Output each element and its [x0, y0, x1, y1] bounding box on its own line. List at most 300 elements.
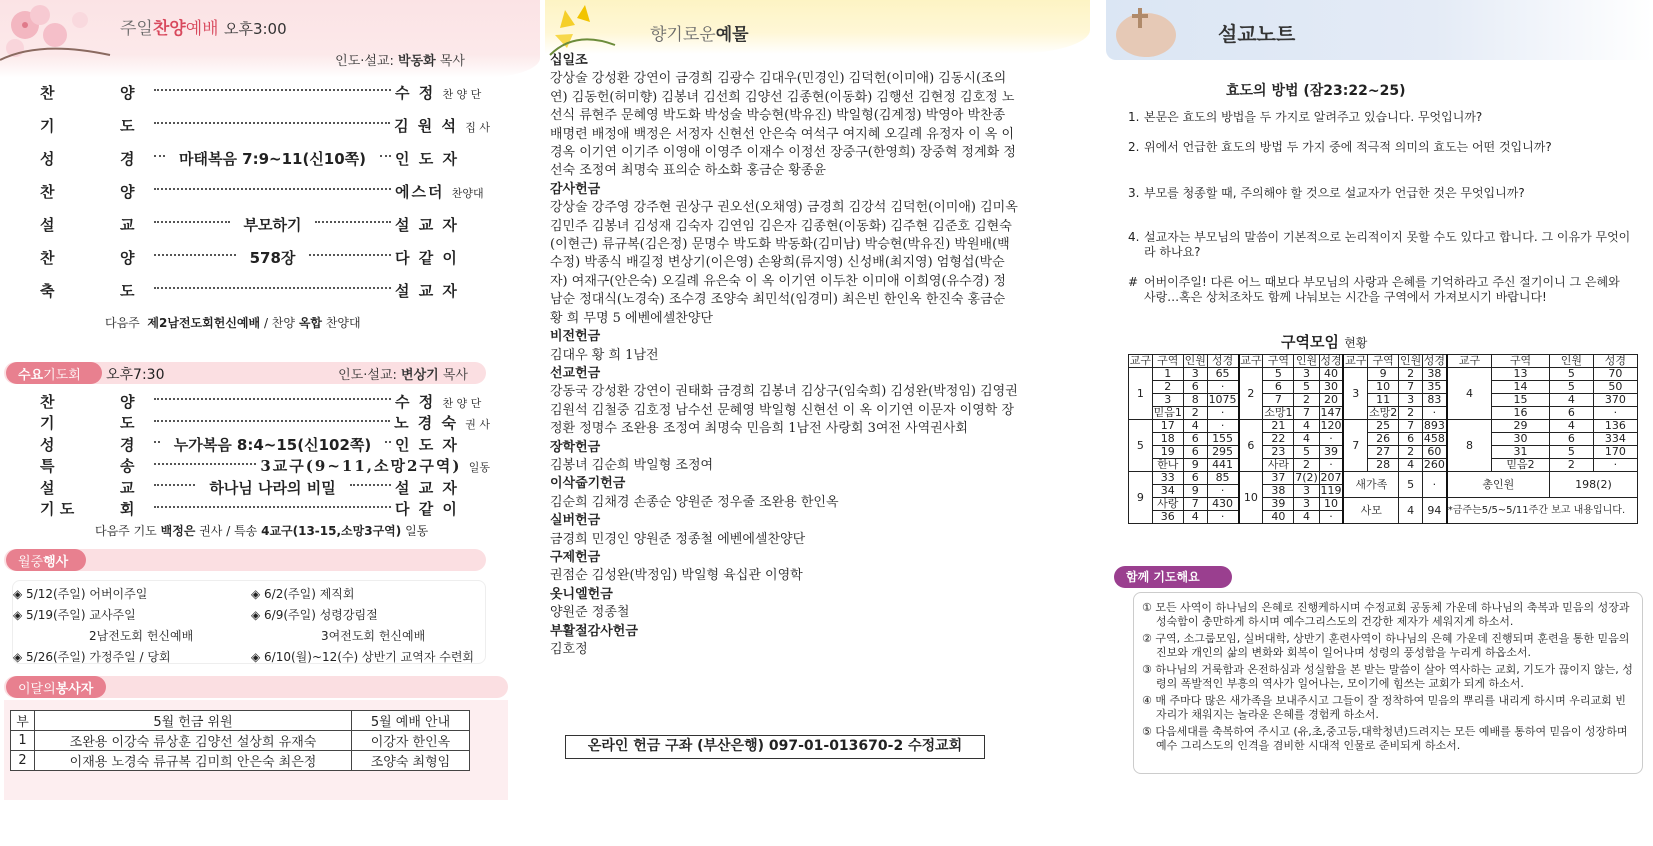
table-cell: 5 — [1549, 446, 1593, 459]
table-cell: 믿음2 — [1492, 459, 1550, 472]
offering-panel — [545, 0, 1090, 846]
table-cell: 207 — [1320, 471, 1342, 484]
order-row — [40, 179, 490, 203]
table-cell: 17 — [1152, 420, 1183, 433]
table-cell: 441 — [1207, 459, 1238, 472]
prayer-tag: 함께 기도해요 — [1114, 566, 1232, 588]
table-cell: 새가족 — [1343, 472, 1398, 498]
table-cell: 370 — [1593, 394, 1637, 407]
sunday-title: 주일찬양예배 오후3:00 — [120, 19, 287, 39]
table-cell: 2 — [1294, 459, 1319, 472]
bank-account: 온라인 헌금 구좌 (부산은행) 097-01-013670-2 수정교회 — [565, 735, 985, 759]
order-detail: 하나님 나라의 비밀 — [199, 477, 345, 498]
leader-dots — [380, 155, 391, 157]
table-cell: 2 — [1399, 446, 1423, 459]
table-cell: · — [1319, 433, 1343, 446]
order-row — [40, 278, 490, 302]
table-cell: 4 — [1294, 433, 1319, 446]
order-detail: 부모하기 — [234, 214, 312, 235]
table-cell: · — [1422, 407, 1446, 420]
table-cell: 65 — [1207, 368, 1238, 381]
table-cell: 인원 — [1399, 354, 1422, 367]
table-row — [1129, 420, 1638, 433]
table-cell: 22 — [1263, 433, 1294, 446]
table-cell: 9 — [1183, 459, 1207, 472]
order-detail: 마태복음 7:9~11(신10쪽) — [169, 148, 376, 169]
table-cell: 29 — [1492, 420, 1550, 433]
table-cell: 7 — [1294, 407, 1319, 420]
table-cell: 295 — [1207, 446, 1238, 459]
table-header-row — [1129, 355, 1638, 368]
table-cell: 조양숙 최형임 — [352, 751, 470, 771]
table-cell: 2 — [1549, 459, 1593, 472]
event-item: ◈ 5/19(주일) 교사주일 — [13, 608, 136, 622]
offering-names: 양원준 정종철 — [550, 605, 630, 621]
order-person: 설 교 자 — [395, 478, 459, 497]
table-cell: 4 — [1549, 394, 1593, 407]
order-part: 양 — [120, 182, 135, 201]
table-cell: 30 — [1319, 381, 1343, 394]
table-cell: · — [1207, 420, 1238, 433]
offering-section-title: 실버헌금 — [550, 513, 601, 529]
table-cell: 893 — [1423, 419, 1445, 432]
table-cell: 3 — [1294, 368, 1319, 381]
table-cell: 성경 — [1593, 355, 1637, 368]
table-cell: 21 — [1263, 420, 1294, 433]
table-cell: 40 — [1319, 368, 1343, 381]
table-cell: 2 — [1152, 381, 1183, 394]
order-part: 경 — [120, 435, 135, 454]
table-cell: 5 — [1294, 381, 1319, 394]
order-person: 3교구(9~11,소망2구역) 일동 — [260, 457, 490, 475]
table-cell: · — [1207, 407, 1238, 420]
table-cell: · — [1207, 511, 1238, 524]
wednesday-leader: 인도·설교: 변상기 목사 — [338, 368, 468, 383]
leader-dots — [350, 484, 391, 486]
order-part: 축 — [40, 281, 55, 300]
order-person: 수 정 찬 양 단 — [395, 83, 482, 102]
offering-names: 강상술 강성환 강연이 금경희 김광수 김대우(민경인) 김덕헌(이미애) 김동시(조의연) 김동헌(허미향) 김봉녀 김선희 김양선 김종현(이동화) 김행선 김현정 김호정 노선식 류현주 문혜영 박도화 박성술 박승현(박유진) 박일형(김계정) 박영아 박찬종 배명련 배정애 백정은 서정자 신현선 안은숙 여석구 여지혜 오길례 유정자 이 옥 이경옥 이기연 이기주 이영애 이영주 이재수 이정선 장중구(한영희) 장중혁 정계화 정선숙 조정여 최명숙 표의순 하소화 홍금순 황종윤 — [550, 71, 1016, 179]
table-cell: 한나 — [1152, 459, 1183, 472]
table-cell: 33 — [1152, 472, 1183, 485]
order-person: 에스더 찬양대 — [395, 182, 484, 201]
leader-dots — [154, 506, 391, 508]
table-cell: 10 — [1319, 498, 1343, 511]
table-cell: 35 — [1422, 381, 1446, 394]
table-cell: 13 — [1492, 368, 1550, 381]
event-item: 3여전도회 헌신예배 — [321, 629, 426, 643]
table-cell: 9 — [1129, 472, 1153, 524]
leader-dots — [154, 155, 165, 157]
order-person: 인 도 자 — [395, 149, 459, 168]
table-header: 5월 헌금 위원 — [35, 711, 352, 731]
table-cell: 40 — [1263, 511, 1294, 524]
table-cell: 4 — [1447, 368, 1492, 420]
table-cell: 2 — [1399, 368, 1423, 381]
table-cell: 39 — [1263, 498, 1294, 511]
order-part: 설 — [40, 478, 55, 497]
table-cell: 교구 — [1345, 354, 1367, 367]
event-item: ◈ 5/12(주일) 어버이주일 — [13, 587, 148, 601]
sermon-question: 1. 본문은 효도의 방법을 두 가지로 알려주고 있습니다. 무엇입니까? — [1128, 110, 1483, 124]
table-cell: 조완용 이강숙 류상훈 김양선 설상희 유재숙 — [35, 731, 352, 751]
table-cell: 2 — [1399, 407, 1423, 420]
table-cell: 6 — [1183, 446, 1207, 459]
table-cell: *금주는5/5~5/11주간 보고 내용입니다. — [1447, 498, 1638, 524]
table-cell: 7 — [1399, 420, 1423, 433]
table-cell: 5 — [1549, 368, 1593, 381]
table-cell: 10 — [1368, 381, 1399, 394]
table-cell: 8 — [1447, 420, 1492, 472]
table-cell: 7 — [1399, 381, 1423, 394]
table-cell: 6 — [1183, 433, 1207, 446]
table-cell: 7 — [1343, 420, 1367, 472]
groups-title: 구역모임 현황 — [1281, 333, 1368, 351]
order-part: 성 — [40, 149, 55, 168]
table-cell: 인원 — [1295, 354, 1318, 367]
table-cell: 5 — [1549, 381, 1593, 394]
table-cell: 5 — [1399, 472, 1423, 498]
table-cell: 3 — [1343, 368, 1367, 420]
order-detail: 누가복음 8:4~15(신102쪽) — [164, 434, 382, 455]
table-cell: 11 — [1368, 394, 1399, 407]
order-row — [40, 245, 490, 269]
offering-names: 금경희 민경인 양원준 정종철 에벤에셀찬양단 — [550, 531, 806, 547]
table-cell: 15 — [1492, 394, 1550, 407]
table-cell: 6 — [1239, 420, 1263, 472]
table-cell: · — [1207, 381, 1238, 394]
prayer-item: ② 구역, 소그룹모임, 실버대학, 상반기 훈련사역이 하나님의 은혜 가운데 진행되며 훈련을 통한 믿음의 진보와 개인의 삶의 변화와 회복이 일어나며 성령의 풍성함을 누리게 하옵소서. — [1142, 632, 1630, 659]
praying-hands-icon — [1106, 0, 1196, 60]
table-cell: 19 — [1152, 446, 1183, 459]
prayer-item: ③ 하나님의 거룩함과 온전하심과 성실함을 본 받는 말씀이 살아 역사하는 교회, 기도가 끊이지 않는, 성령의 폭발적인 부흥의 역사가 일어나는, 모이기에 힘쓰는 교회가 되게 하소서. — [1142, 663, 1633, 690]
table-cell: 4 — [1294, 511, 1319, 524]
table-cell: 교구 — [1447, 355, 1492, 368]
offering-section-title: 장학헌금 — [550, 439, 601, 455]
table-cell: 6 — [1183, 381, 1207, 394]
sermon-question: 2. 위에서 언급한 효도의 방법 두 가지 중에 적극적 의미의 효도는 어떤 것입니까? — [1128, 140, 1552, 154]
order-person: 설 교 자 — [395, 281, 459, 300]
order-row — [40, 113, 490, 137]
table-cell: · — [1593, 459, 1637, 472]
order-row — [40, 497, 490, 521]
table-cell: 1 — [1129, 368, 1153, 420]
table-cell: 26 — [1368, 433, 1399, 446]
order-row — [40, 454, 490, 478]
wednesday-tag: 수요기도회 — [6, 362, 102, 384]
table-cell: 성경 — [1207, 355, 1238, 368]
table-cell: 18 — [1152, 433, 1183, 446]
order-row — [40, 212, 490, 236]
table-header: 부 — [11, 711, 35, 731]
offering-section-title: 부활절감사헌금 — [550, 623, 638, 639]
offering-section-title: 선교헌금 — [550, 365, 601, 381]
table-cell: 4 — [1294, 420, 1319, 433]
table-cell: 430 — [1207, 498, 1238, 511]
table-cell: 6 — [1183, 472, 1207, 485]
order-person: 설 교 자 — [395, 215, 459, 234]
sermon-question: 3. 부모를 청종할 때, 주의해야 할 것으로 설교자가 언급한 것은 무엇입니까? — [1128, 186, 1525, 200]
order-person: 인 도 자 — [395, 435, 459, 454]
offering-names: 김호정 — [550, 642, 588, 657]
table-row — [1129, 407, 1638, 420]
leader-dots — [385, 441, 391, 443]
table-row — [1129, 498, 1638, 511]
table-cell: 소망1 — [1264, 406, 1293, 419]
table-cell: 36 — [1152, 511, 1183, 524]
offering-names: 김대우 황 희 1남전 — [550, 347, 659, 363]
table-cell: 50 — [1593, 381, 1637, 394]
leader-dots — [154, 398, 391, 400]
order-person: 다 같 이 — [395, 500, 459, 518]
sermon-title: 설교노트 — [1218, 22, 1296, 46]
leader-dots — [154, 441, 160, 443]
order-row — [40, 411, 490, 435]
table-cell: 170 — [1593, 446, 1637, 459]
table-cell: 7 — [1183, 498, 1207, 511]
wednesday-next: 다음주 기도 백정은 권사 / 특송 4교구(13-15,소망3구역) 일동 — [95, 524, 429, 538]
table-cell: 83 — [1422, 394, 1446, 407]
table-cell: 소망2 — [1369, 406, 1398, 419]
table-cell: 인원 — [1549, 355, 1593, 368]
order-part: 경 — [120, 149, 135, 168]
order-part: 특 — [40, 457, 55, 475]
table-cell: 119 — [1320, 484, 1342, 497]
offering-header — [545, 0, 1090, 54]
table-cell: 136 — [1593, 420, 1637, 433]
table-cell: 14 — [1492, 381, 1550, 394]
order-person: 다 같 이 — [395, 248, 459, 267]
table-row — [1129, 394, 1638, 407]
groups-table — [1128, 354, 1638, 524]
order-part: 회 — [120, 500, 135, 518]
table-row — [1129, 459, 1638, 472]
table-cell: 이재용 노경숙 류규복 김미희 안은숙 최은정 — [35, 751, 352, 771]
table-header: 5월 예배 안내 — [352, 711, 470, 731]
order-part: 설 — [40, 215, 55, 234]
table-cell: 5 — [1129, 420, 1153, 472]
table-cell: 23 — [1263, 446, 1294, 459]
table-cell: 성경 — [1423, 354, 1445, 367]
table-cell: 사랑 — [1152, 498, 1183, 511]
sermon-header — [1106, 0, 1653, 60]
table-cell: 3 — [1294, 498, 1319, 511]
order-row — [40, 432, 490, 456]
table-row — [1129, 381, 1638, 394]
order-part: 찬 — [40, 182, 55, 201]
forsythia-icon — [545, 0, 625, 60]
leader-dots — [154, 420, 390, 422]
leader-dots — [154, 188, 391, 190]
table-cell: 성경 — [1320, 354, 1342, 367]
table-cell: · — [1422, 472, 1446, 498]
prayer-item: ⑤ 다음세대를 축복하여 주시고 (유,초,중고등,대학청년)드려지는 모든 예배를 통하여 믿음이 성장하며 예수 그리스도의 인격을 겸비한 시대적 인물로 준비되게 하소서. — [1142, 725, 1628, 752]
offering-names: 강상술 강주영 강주현 권상구 권오선(오채영) 금경희 김강석 김덕헌(이미애) 김미옥 김민주 김봉녀 김성재 김숙자 김연임 김은자 김종현(이동화) 김주현 김준호 김현숙(이현근) 류규복(김은정) 문명수 박도화 박동화(김미남) 박승현(박유진) 박원배(백수정) 박종식 배길정 변상기(이은영) 손왕희(류지영) 신성배(최지영) 엄형섭(박순자) 여재구(안은숙) 오길례 유은숙 이 옥 이기연 이두찬 이미애 이희영(유수경) 정남순 정대식(노경숙) 조수경 조양숙 최민석(임경미) 최은빈 한인옥 한진숙 홍금순 황 희 무명 5 에벤에셀찬양단 — [550, 200, 1018, 326]
order-row — [40, 146, 490, 170]
leader-dots — [154, 89, 391, 91]
table-cell: 94 — [1422, 498, 1446, 524]
table-cell: 4 — [1183, 420, 1207, 433]
offering-section-title: 이삭줍기헌금 — [550, 476, 626, 492]
table-cell: 4 — [1399, 498, 1423, 524]
table-cell: 3 — [1294, 485, 1319, 498]
table-cell: 1075 — [1208, 393, 1237, 406]
order-part: 도 — [120, 116, 135, 135]
table-row — [1129, 472, 1638, 485]
table-cell: 28 — [1368, 459, 1399, 472]
order-row — [40, 389, 490, 413]
table-row — [1129, 446, 1638, 459]
table-cell: 구역 — [1368, 355, 1399, 368]
offering-names: 권점순 김성완(박정임) 박일형 육십관 이영학 — [550, 568, 803, 584]
offering-section-title: 옷니엘헌금 — [550, 586, 613, 602]
table-cell: 2 — [1239, 368, 1263, 420]
order-part: 양 — [120, 392, 135, 411]
table-cell: 6 — [1549, 407, 1593, 420]
table-cell: 30 — [1492, 433, 1550, 446]
order-row — [40, 475, 490, 499]
table-cell: 믿음1 — [1153, 406, 1182, 419]
table-cell: 7 — [1263, 394, 1294, 407]
order-part: 교 — [120, 478, 135, 497]
table-cell: · — [1319, 459, 1343, 472]
offering-title: 향기로운예물 — [650, 25, 749, 45]
sermon-heading: 효도의 방법 (잠23:22~25) — [1226, 83, 1406, 99]
table-cell: 25 — [1368, 420, 1399, 433]
table-cell: 458 — [1423, 432, 1445, 445]
volunteers-table — [10, 710, 470, 771]
order-person: 노 경 숙 권 사 — [394, 414, 490, 432]
order-part: 기 — [40, 414, 55, 432]
order-part: 양 — [120, 248, 135, 267]
table-cell: 3 — [1152, 394, 1183, 407]
order-part: 송 — [120, 457, 135, 475]
leader-dots — [154, 254, 236, 256]
table-cell: 4 — [1399, 459, 1423, 472]
order-part: 성 — [40, 435, 55, 454]
cherry-blossom-icon — [0, 0, 120, 70]
table-row — [11, 731, 470, 751]
table-cell: 구역 — [1492, 355, 1550, 368]
sermon-panel — [1106, 0, 1653, 846]
table-cell: · — [1207, 485, 1238, 498]
order-part: 도 — [120, 281, 135, 300]
table-row — [1129, 433, 1638, 446]
table-cell: 인원 — [1184, 354, 1206, 367]
offering-list — [550, 52, 1018, 659]
table-cell: 85 — [1207, 472, 1238, 485]
table-cell: 34 — [1152, 485, 1183, 498]
table-cell: 37 — [1263, 472, 1294, 485]
table-cell: 38 — [1422, 368, 1446, 381]
prayer-item: ④ 매 주마다 많은 새가족을 보내주시고 그들이 잘 정착하여 믿음의 뿌리를 내리게 하시며 우리교회 빈 자리가 채워지는 놀라운 은혜를 경험케 하소서. — [1142, 694, 1626, 721]
table-cell: 31 — [1492, 446, 1550, 459]
table-cell: 사모 — [1343, 498, 1398, 524]
table-cell: 6 — [1263, 381, 1294, 394]
table-cell: 구역 — [1263, 355, 1294, 368]
event-item: ◈ 6/9(주일) 성령강림절 — [251, 608, 378, 622]
order-row — [40, 80, 490, 104]
table-cell: 334 — [1593, 433, 1637, 446]
worship-panel — [0, 0, 540, 846]
table-cell: 교구 — [1240, 354, 1262, 367]
offering-section-title: 구제헌금 — [550, 549, 601, 565]
table-cell: 16 — [1492, 407, 1550, 420]
order-person: 수 정 찬 양 단 — [395, 392, 482, 411]
leader-dots — [154, 463, 256, 465]
table-cell: 38 — [1263, 485, 1294, 498]
table-cell: 27 — [1368, 446, 1399, 459]
table-cell: 2 — [11, 751, 35, 771]
offering-section-title: 감사헌금 — [550, 181, 601, 197]
table-cell: 3 — [1183, 368, 1207, 381]
table-cell: 60 — [1422, 446, 1446, 459]
leader-dots — [154, 221, 230, 223]
leader-dots — [154, 122, 390, 124]
sermon-question: # 어버이주일! 다른 어느 때보다 부모님의 사랑과 은혜를 기억하라고 주신 절기이니 그 은혜와 사랑…혹은 상처조차도 함께 나눠보는 시간을 구역에서 가져보시기 바랍니다! — [1128, 275, 1620, 304]
order-part: 도 — [120, 414, 135, 432]
leader-dots — [154, 287, 391, 289]
table-cell: 이강자 한인옥 — [352, 731, 470, 751]
order-part: 찬 — [40, 392, 55, 411]
table-cell: 6 — [1549, 433, 1593, 446]
leader-dots — [309, 254, 391, 256]
offering-section-title: 비전헌금 — [550, 329, 601, 345]
table-cell: 총인원 — [1447, 472, 1550, 498]
volunteers-tag: 이달의봉사자 — [6, 676, 106, 698]
table-cell: · — [1593, 407, 1637, 420]
table-cell: 120 — [1320, 419, 1342, 432]
table-row — [11, 751, 470, 771]
order-part: 기 — [40, 116, 55, 135]
events-box — [12, 580, 486, 664]
table-cell: 5 — [1294, 446, 1319, 459]
table-cell: 10 — [1239, 472, 1263, 524]
table-cell: 사라 — [1263, 459, 1294, 472]
table-cell: 6 — [1399, 433, 1423, 446]
table-cell: 20 — [1319, 394, 1343, 407]
table-cell: 198(2) — [1549, 472, 1637, 498]
order-part: 교 — [120, 215, 135, 234]
prayer-box — [1133, 592, 1643, 774]
table-cell: 8 — [1183, 394, 1207, 407]
order-person: 김 원 석 집 사 — [394, 116, 490, 135]
offering-names: 김순희 김채경 손종순 양원준 정우줄 조완용 한인옥 — [550, 494, 839, 510]
table-cell: 39 — [1319, 446, 1343, 459]
order-detail: 578장 — [240, 247, 306, 268]
table-cell: 교구 — [1129, 354, 1151, 367]
table-cell: 147 — [1320, 406, 1342, 419]
table-cell: 155 — [1207, 433, 1238, 446]
table-cell: 2 — [1183, 407, 1207, 420]
table-cell: 7(2) — [1295, 471, 1318, 484]
sermon-question: 4. 설교자는 부모님의 말씀이 기본적으로 논리적이지 못할 수도 있다고 합니다. 그 이유가 무엇이라 하나요? — [1128, 230, 1631, 259]
table-cell: 260 — [1423, 458, 1445, 471]
table-cell: 2 — [1294, 394, 1319, 407]
table-cell: 구역 — [1152, 355, 1183, 368]
table-cell: 9 — [1368, 368, 1399, 381]
table-cell: 9 — [1183, 485, 1207, 498]
table-cell: 70 — [1593, 368, 1637, 381]
table-cell: 5 — [1263, 368, 1294, 381]
prayer-item: ① 모든 사역이 하나님의 은혜로 진행케하시며 수정교회 공동체 가운데 하나님의 축복과 믿음의 성장과 성숙함이 충만하게 하시며 예수그리스도의 건강한 제자가 세워지게 하소서. — [1142, 601, 1630, 628]
table-cell: 4 — [1549, 420, 1593, 433]
leader-dots — [315, 221, 391, 223]
event-item: ◈ 5/26(주일) 가정주일 / 당회 — [13, 650, 171, 664]
event-item: ◈ 6/10(월)~12(수) 상반기 교역자 수련회 — [251, 650, 474, 664]
sunday-leader: 인도·설교: 박동화 목사 — [335, 54, 465, 69]
order-part: 찬 — [40, 83, 55, 102]
